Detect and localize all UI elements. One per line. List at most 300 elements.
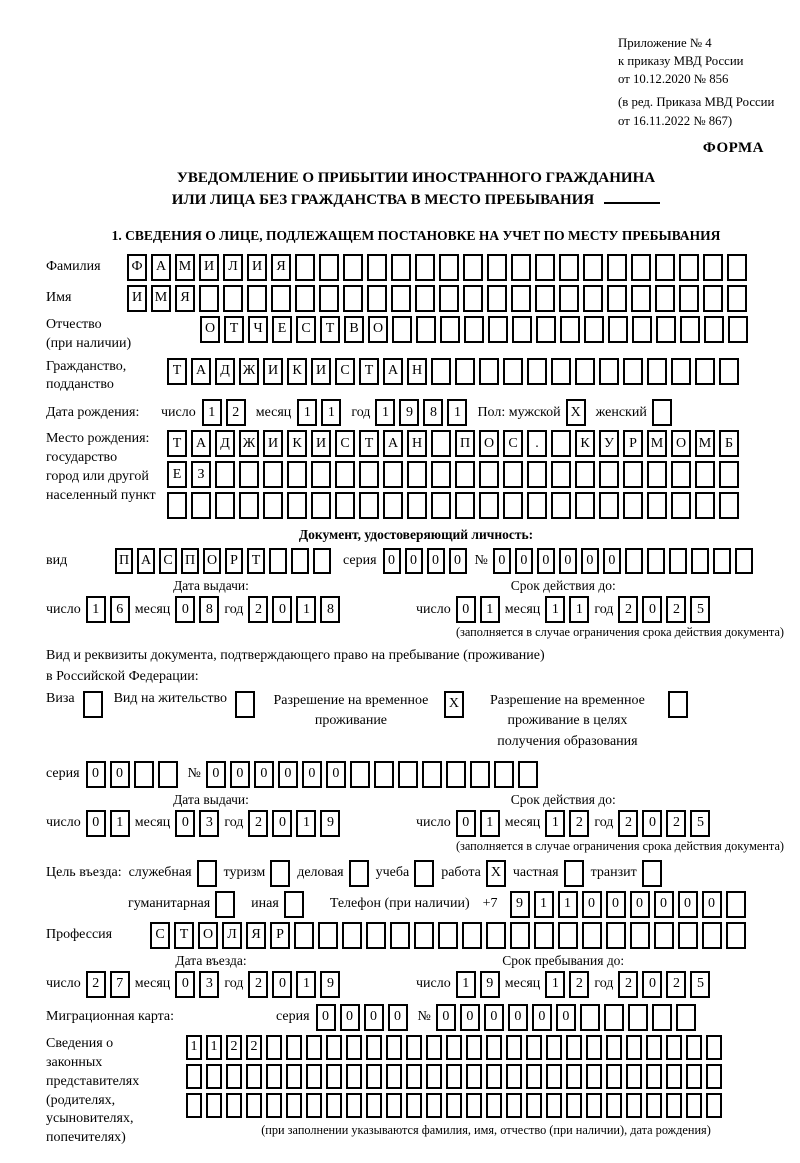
char-cell[interactable]: 2	[569, 971, 589, 998]
char-cell[interactable]: 9	[320, 810, 340, 837]
char-cell[interactable]	[527, 358, 547, 385]
char-cell[interactable]	[466, 1064, 482, 1089]
char-cell[interactable]: 5	[690, 971, 710, 998]
char-cell[interactable]: А	[191, 358, 211, 385]
char-cell[interactable]	[606, 1093, 622, 1118]
char-cell[interactable]	[575, 461, 595, 488]
char-cell[interactable]: 2	[86, 971, 106, 998]
char-cell[interactable]	[606, 922, 626, 949]
char-cell[interactable]: 0	[606, 891, 626, 918]
char-cell[interactable]	[455, 358, 475, 385]
char-cell[interactable]	[391, 285, 411, 312]
char-cell[interactable]: 0	[460, 1004, 480, 1031]
char-cell[interactable]: 1	[186, 1035, 202, 1060]
char-cell[interactable]: Ч	[248, 316, 268, 343]
char-cell[interactable]: С	[159, 548, 177, 574]
char-cell[interactable]: 1	[534, 891, 554, 918]
char-cell[interactable]: 0	[456, 810, 476, 837]
char-cell[interactable]: X	[566, 399, 586, 426]
char-cell[interactable]: 0	[642, 810, 662, 837]
char-cell[interactable]: Н	[407, 430, 427, 457]
char-cell[interactable]: 1	[456, 971, 476, 998]
char-cell[interactable]	[566, 1035, 582, 1060]
char-cell[interactable]: 1	[110, 810, 130, 837]
char-cell[interactable]	[239, 461, 259, 488]
char-cell[interactable]	[486, 922, 506, 949]
char-cell[interactable]	[564, 860, 584, 887]
char-cell[interactable]: У	[599, 430, 619, 457]
char-cell[interactable]: 0	[654, 891, 674, 918]
char-cell[interactable]: 2	[248, 596, 268, 623]
char-cell[interactable]: 2	[618, 971, 638, 998]
char-cell[interactable]: 1	[206, 1035, 222, 1060]
char-cell[interactable]	[426, 1064, 442, 1089]
char-cell[interactable]: 2	[248, 810, 268, 837]
char-cell[interactable]	[366, 1035, 382, 1060]
char-cell[interactable]	[606, 1035, 622, 1060]
char-cell[interactable]	[559, 285, 579, 312]
char-cell[interactable]	[586, 1035, 602, 1060]
char-cell[interactable]	[343, 254, 363, 281]
char-cell[interactable]	[311, 461, 331, 488]
char-cell[interactable]	[415, 285, 435, 312]
char-cell[interactable]	[263, 461, 283, 488]
char-cell[interactable]: М	[695, 430, 715, 457]
char-cell[interactable]: Т	[320, 316, 340, 343]
char-cell[interactable]	[503, 358, 523, 385]
char-cell[interactable]	[606, 1064, 622, 1089]
char-cell[interactable]: Л	[222, 922, 242, 949]
char-cell[interactable]: 0	[559, 548, 577, 574]
char-cell[interactable]	[623, 461, 643, 488]
char-cell[interactable]	[686, 1035, 702, 1060]
char-cell[interactable]	[367, 285, 387, 312]
char-cell[interactable]: Т	[224, 316, 244, 343]
char-cell[interactable]	[383, 492, 403, 519]
char-cell[interactable]	[607, 285, 627, 312]
char-cell[interactable]: Т	[359, 358, 379, 385]
char-cell[interactable]	[398, 761, 418, 788]
char-cell[interactable]	[487, 254, 507, 281]
char-cell[interactable]: И	[127, 285, 147, 312]
char-cell[interactable]: 1	[558, 891, 578, 918]
char-cell[interactable]	[559, 254, 579, 281]
char-cell[interactable]: 0	[326, 761, 346, 788]
char-cell[interactable]: 1	[480, 596, 500, 623]
char-cell[interactable]	[186, 1093, 202, 1118]
char-cell[interactable]	[455, 461, 475, 488]
char-cell[interactable]: 8	[423, 399, 443, 426]
char-cell[interactable]	[406, 1035, 422, 1060]
char-cell[interactable]	[695, 358, 715, 385]
char-cell[interactable]	[704, 316, 724, 343]
char-cell[interactable]	[386, 1035, 402, 1060]
char-cell[interactable]	[446, 1064, 462, 1089]
char-cell[interactable]	[197, 860, 217, 887]
char-cell[interactable]	[631, 254, 651, 281]
char-cell[interactable]: 2	[226, 1035, 242, 1060]
char-cell[interactable]	[680, 316, 700, 343]
char-cell[interactable]: 6	[110, 596, 130, 623]
char-cell[interactable]	[366, 922, 386, 949]
char-cell[interactable]: 0	[456, 596, 476, 623]
char-cell[interactable]: 1	[86, 596, 106, 623]
char-cell[interactable]	[626, 1035, 642, 1060]
char-cell[interactable]: 0	[678, 891, 698, 918]
char-cell[interactable]: М	[151, 285, 171, 312]
char-cell[interactable]: 0	[603, 548, 621, 574]
char-cell[interactable]: 0	[405, 548, 423, 574]
char-cell[interactable]	[464, 316, 484, 343]
char-cell[interactable]: Б	[719, 430, 739, 457]
char-cell[interactable]	[266, 1035, 282, 1060]
char-cell[interactable]	[695, 492, 715, 519]
char-cell[interactable]	[626, 1093, 642, 1118]
char-cell[interactable]: 1	[480, 810, 500, 837]
char-cell[interactable]: А	[383, 430, 403, 457]
char-cell[interactable]: О	[479, 430, 499, 457]
char-cell[interactable]	[706, 1064, 722, 1089]
char-cell[interactable]: 9	[480, 971, 500, 998]
char-cell[interactable]	[623, 492, 643, 519]
char-cell[interactable]: С	[503, 430, 523, 457]
char-cell[interactable]: 0	[702, 891, 722, 918]
char-cell[interactable]	[551, 430, 571, 457]
char-cell[interactable]: 1	[296, 971, 316, 998]
char-cell[interactable]	[607, 254, 627, 281]
char-cell[interactable]: Я	[175, 285, 195, 312]
char-cell[interactable]	[431, 492, 451, 519]
char-cell[interactable]: 9	[320, 971, 340, 998]
char-cell[interactable]	[295, 285, 315, 312]
char-cell[interactable]: М	[175, 254, 195, 281]
char-cell[interactable]: Н	[407, 358, 427, 385]
char-cell[interactable]	[215, 492, 235, 519]
char-cell[interactable]: Д	[215, 358, 235, 385]
char-cell[interactable]	[728, 316, 748, 343]
char-cell[interactable]	[313, 548, 331, 574]
char-cell[interactable]: 0	[272, 810, 292, 837]
char-cell[interactable]	[551, 358, 571, 385]
char-cell[interactable]	[319, 254, 339, 281]
char-cell[interactable]	[463, 285, 483, 312]
char-cell[interactable]: 0	[175, 810, 195, 837]
char-cell[interactable]: 1	[545, 596, 565, 623]
char-cell[interactable]: 1	[297, 399, 317, 426]
char-cell[interactable]: 8	[320, 596, 340, 623]
char-cell[interactable]	[455, 492, 475, 519]
char-cell[interactable]: И	[263, 358, 283, 385]
char-cell[interactable]: Я	[246, 922, 266, 949]
char-cell[interactable]: 2	[569, 810, 589, 837]
char-cell[interactable]: 0	[493, 548, 511, 574]
char-cell[interactable]	[671, 492, 691, 519]
char-cell[interactable]	[647, 358, 667, 385]
char-cell[interactable]	[676, 1004, 696, 1031]
char-cell[interactable]: К	[575, 430, 595, 457]
char-cell[interactable]	[727, 285, 747, 312]
char-cell[interactable]	[735, 548, 753, 574]
char-cell[interactable]: 0	[582, 891, 602, 918]
char-cell[interactable]	[655, 285, 675, 312]
char-cell[interactable]: 0	[642, 971, 662, 998]
char-cell[interactable]: 0	[630, 891, 650, 918]
char-cell[interactable]	[311, 492, 331, 519]
char-cell[interactable]: 1	[296, 596, 316, 623]
char-cell[interactable]: .	[527, 430, 547, 457]
char-cell[interactable]	[235, 691, 255, 718]
char-cell[interactable]	[326, 1064, 342, 1089]
char-cell[interactable]: Р	[225, 548, 243, 574]
char-cell[interactable]	[346, 1035, 362, 1060]
char-cell[interactable]	[439, 285, 459, 312]
char-cell[interactable]: О	[198, 922, 218, 949]
char-cell[interactable]: А	[151, 254, 171, 281]
char-cell[interactable]	[350, 761, 370, 788]
char-cell[interactable]	[295, 254, 315, 281]
char-cell[interactable]	[215, 891, 235, 918]
char-cell[interactable]	[706, 1093, 722, 1118]
char-cell[interactable]: И	[247, 254, 267, 281]
char-cell[interactable]	[558, 922, 578, 949]
char-cell[interactable]: X	[444, 691, 464, 718]
char-cell[interactable]: 0	[388, 1004, 408, 1031]
char-cell[interactable]: 0	[383, 548, 401, 574]
char-cell[interactable]	[546, 1035, 562, 1060]
char-cell[interactable]	[286, 1093, 302, 1118]
char-cell[interactable]	[719, 358, 739, 385]
char-cell[interactable]	[266, 1064, 282, 1089]
char-cell[interactable]	[431, 430, 451, 457]
char-cell[interactable]: Д	[215, 430, 235, 457]
char-cell[interactable]	[286, 1035, 302, 1060]
char-cell[interactable]	[374, 761, 394, 788]
char-cell[interactable]: 2	[246, 1035, 262, 1060]
char-cell[interactable]	[575, 358, 595, 385]
char-cell[interactable]: И	[263, 430, 283, 457]
char-cell[interactable]	[446, 761, 466, 788]
char-cell[interactable]	[466, 1093, 482, 1118]
char-cell[interactable]	[291, 548, 309, 574]
char-cell[interactable]: 1	[375, 399, 395, 426]
char-cell[interactable]	[623, 358, 643, 385]
char-cell[interactable]	[346, 1093, 362, 1118]
char-cell[interactable]	[575, 492, 595, 519]
char-cell[interactable]	[486, 1093, 502, 1118]
char-cell[interactable]: 0	[230, 761, 250, 788]
char-cell[interactable]	[527, 461, 547, 488]
char-cell[interactable]	[506, 1093, 522, 1118]
char-cell[interactable]	[526, 1035, 542, 1060]
char-cell[interactable]	[479, 461, 499, 488]
char-cell[interactable]	[407, 492, 427, 519]
char-cell[interactable]	[383, 461, 403, 488]
char-cell[interactable]: 0	[556, 1004, 576, 1031]
char-cell[interactable]	[535, 285, 555, 312]
char-cell[interactable]	[226, 1064, 242, 1089]
char-cell[interactable]: Р	[270, 922, 290, 949]
char-cell[interactable]	[426, 1093, 442, 1118]
char-cell[interactable]: А	[191, 430, 211, 457]
char-cell[interactable]: 2	[226, 399, 246, 426]
char-cell[interactable]: 9	[510, 891, 530, 918]
char-cell[interactable]	[462, 922, 482, 949]
char-cell[interactable]	[679, 285, 699, 312]
char-cell[interactable]: 3	[199, 971, 219, 998]
char-cell[interactable]	[479, 358, 499, 385]
char-cell[interactable]: И	[199, 254, 219, 281]
char-cell[interactable]	[560, 316, 580, 343]
char-cell[interactable]: М	[647, 430, 667, 457]
char-cell[interactable]	[367, 254, 387, 281]
char-cell[interactable]: 0	[175, 971, 195, 998]
char-cell[interactable]	[703, 285, 723, 312]
char-cell[interactable]: А	[383, 358, 403, 385]
char-cell[interactable]	[206, 1093, 222, 1118]
char-cell[interactable]	[359, 461, 379, 488]
char-cell[interactable]	[666, 1035, 682, 1060]
char-cell[interactable]	[630, 922, 650, 949]
char-cell[interactable]: 0	[206, 761, 226, 788]
char-cell[interactable]: П	[181, 548, 199, 574]
char-cell[interactable]	[646, 1093, 662, 1118]
char-cell[interactable]: Т	[174, 922, 194, 949]
char-cell[interactable]	[566, 1064, 582, 1089]
char-cell[interactable]: Ж	[239, 430, 259, 457]
char-cell[interactable]	[335, 492, 355, 519]
char-cell[interactable]	[319, 285, 339, 312]
char-cell[interactable]	[463, 254, 483, 281]
char-cell[interactable]: 1	[296, 810, 316, 837]
char-cell[interactable]	[349, 860, 369, 887]
char-cell[interactable]	[691, 548, 709, 574]
char-cell[interactable]: 0	[278, 761, 298, 788]
char-cell[interactable]	[546, 1064, 562, 1089]
char-cell[interactable]	[503, 492, 523, 519]
char-cell[interactable]: И	[311, 358, 331, 385]
char-cell[interactable]	[287, 461, 307, 488]
char-cell[interactable]	[438, 922, 458, 949]
char-cell[interactable]	[366, 1064, 382, 1089]
char-cell[interactable]	[599, 461, 619, 488]
char-cell[interactable]	[702, 922, 722, 949]
char-cell[interactable]: 1	[545, 971, 565, 998]
char-cell[interactable]	[406, 1064, 422, 1089]
char-cell[interactable]	[446, 1093, 462, 1118]
char-cell[interactable]	[386, 1064, 402, 1089]
char-cell[interactable]: Ф	[127, 254, 147, 281]
char-cell[interactable]	[414, 860, 434, 887]
char-cell[interactable]: Л	[223, 254, 243, 281]
char-cell[interactable]	[414, 922, 434, 949]
char-cell[interactable]	[719, 461, 739, 488]
char-cell[interactable]	[439, 254, 459, 281]
char-cell[interactable]	[726, 922, 746, 949]
char-cell[interactable]	[199, 285, 219, 312]
char-cell[interactable]	[604, 1004, 624, 1031]
char-cell[interactable]: Е	[272, 316, 292, 343]
char-cell[interactable]	[83, 691, 103, 718]
char-cell[interactable]: 2	[666, 971, 686, 998]
char-cell[interactable]: С	[150, 922, 170, 949]
char-cell[interactable]: Т	[359, 430, 379, 457]
char-cell[interactable]	[511, 254, 531, 281]
char-cell[interactable]	[466, 1035, 482, 1060]
char-cell[interactable]	[487, 285, 507, 312]
char-cell[interactable]	[431, 461, 451, 488]
char-cell[interactable]: 0	[316, 1004, 336, 1031]
char-cell[interactable]	[246, 1093, 262, 1118]
char-cell[interactable]	[583, 285, 603, 312]
char-cell[interactable]	[599, 492, 619, 519]
char-cell[interactable]: О	[671, 430, 691, 457]
char-cell[interactable]: 0	[302, 761, 322, 788]
char-cell[interactable]: А	[137, 548, 155, 574]
char-cell[interactable]: 0	[449, 548, 467, 574]
char-cell[interactable]	[226, 1093, 242, 1118]
char-cell[interactable]	[326, 1093, 342, 1118]
char-cell[interactable]	[392, 316, 412, 343]
char-cell[interactable]: К	[287, 430, 307, 457]
char-cell[interactable]: 0	[272, 596, 292, 623]
char-cell[interactable]: И	[311, 430, 331, 457]
char-cell[interactable]: 0	[537, 548, 555, 574]
char-cell[interactable]	[646, 1064, 662, 1089]
char-cell[interactable]	[647, 461, 667, 488]
char-cell[interactable]	[286, 1064, 302, 1089]
char-cell[interactable]	[679, 254, 699, 281]
char-cell[interactable]: 0	[427, 548, 445, 574]
char-cell[interactable]	[727, 254, 747, 281]
char-cell[interactable]	[416, 316, 436, 343]
char-cell[interactable]: Р	[623, 430, 643, 457]
char-cell[interactable]	[246, 1064, 262, 1089]
char-cell[interactable]	[326, 1035, 342, 1060]
char-cell[interactable]	[631, 285, 651, 312]
char-cell[interactable]: Я	[271, 254, 291, 281]
char-cell[interactable]	[666, 1064, 682, 1089]
char-cell[interactable]	[671, 461, 691, 488]
char-cell[interactable]	[415, 254, 435, 281]
char-cell[interactable]: О	[200, 316, 220, 343]
char-cell[interactable]	[546, 1093, 562, 1118]
char-cell[interactable]	[536, 316, 556, 343]
char-cell[interactable]	[534, 922, 554, 949]
char-cell[interactable]	[506, 1035, 522, 1060]
char-cell[interactable]	[706, 1035, 722, 1060]
char-cell[interactable]	[652, 1004, 672, 1031]
char-cell[interactable]: 0	[254, 761, 274, 788]
char-cell[interactable]	[527, 492, 547, 519]
char-cell[interactable]: С	[335, 358, 355, 385]
char-cell[interactable]	[318, 922, 338, 949]
char-cell[interactable]	[426, 1035, 442, 1060]
char-cell[interactable]	[647, 548, 665, 574]
char-cell[interactable]	[586, 1064, 602, 1089]
char-cell[interactable]	[506, 1064, 522, 1089]
char-cell[interactable]	[584, 316, 604, 343]
char-cell[interactable]: З	[191, 461, 211, 488]
char-cell[interactable]	[512, 316, 532, 343]
char-cell[interactable]	[583, 254, 603, 281]
char-cell[interactable]	[626, 1064, 642, 1089]
char-cell[interactable]	[343, 285, 363, 312]
char-cell[interactable]	[669, 548, 687, 574]
char-cell[interactable]	[652, 399, 672, 426]
char-cell[interactable]: 0	[581, 548, 599, 574]
char-cell[interactable]	[479, 492, 499, 519]
char-cell[interactable]	[655, 254, 675, 281]
